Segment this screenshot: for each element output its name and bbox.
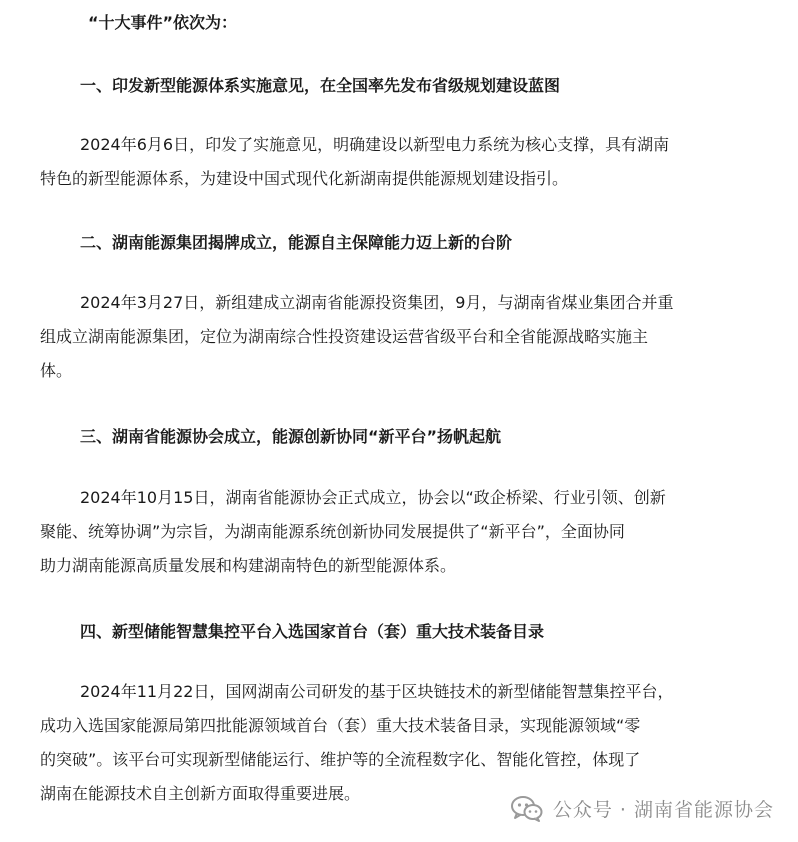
paragraph-line: 聚能、统筹协调”为宗旨，为湖南能源系统创新协同发展提供了“新平台”，全面协同 [40, 522, 625, 541]
section-1-heading: 一、印发新型能源体系实施意见，在全国率先发布省级规划建设蓝图 [80, 76, 561, 95]
watermark-text: 公众号 · 湖南省能源协会 [552, 799, 774, 821]
paragraph-line: 2024年6月6日，印发了实施意见，明确建设以新型电力系统为核心支撑，具有湖南 [80, 135, 670, 154]
paragraph-line: 体。 [40, 361, 73, 380]
intro-text: “十大事件”依次为： [88, 13, 238, 32]
paragraph-line: 2024年10月15日，湖南省能源协会正式成立，协会以“政企桥梁、行业引领、创新 [80, 488, 666, 507]
paragraph-line: 成功入选国家能源局第四批能源领域首台（套）重大技术装备目录，实现能源领域“零 [40, 716, 641, 735]
paragraph-line: 湖南在能源技术自主创新方面取得重要进展。 [40, 784, 361, 803]
paragraph-line: 特色的新型能源体系，为建设中国式现代化新湖南提供能源规划建设指引。 [40, 169, 569, 188]
section-3-heading: 三、湖南省能源协会成立，能源创新协同“新平台”扬帆起航 [80, 427, 502, 446]
section-2-heading: 二、湖南能源集团揭牌成立，能源自主保障能力迈上新的台阶 [80, 233, 513, 252]
paragraph-line: 2024年3月27日，新组建成立湖南省能源投资集团，9月，与湖南省煤业集团合并重 [80, 293, 674, 312]
paragraph-line: 的突破”。该平台可实现新型储能运行、维护等的全流程数字化、智能化管控，体现了 [40, 750, 641, 769]
paragraph-line: 2024年11月22日，国网湖南公司研发的基于区块链技术的新型储能智慧集控平台， [80, 682, 674, 701]
wechat-watermark [511, 795, 774, 822]
section-1-paragraph [40, 128, 756, 196]
section-3-paragraph [40, 481, 756, 583]
section-4-paragraph [40, 675, 756, 811]
paragraph-line: 组成立湖南能源集团，定位为湖南综合性投资建设运营省级平台和全省能源战略实施主 [40, 327, 649, 346]
section-4-heading: 四、新型储能智慧集控平台入选国家首台（套）重大技术装备目录 [80, 622, 545, 641]
wechat-icon [511, 796, 543, 822]
paragraph-line: 助力湖南能源高质量发展和构建湖南特色的新型能源体系。 [40, 556, 457, 575]
section-2-paragraph [40, 286, 756, 388]
